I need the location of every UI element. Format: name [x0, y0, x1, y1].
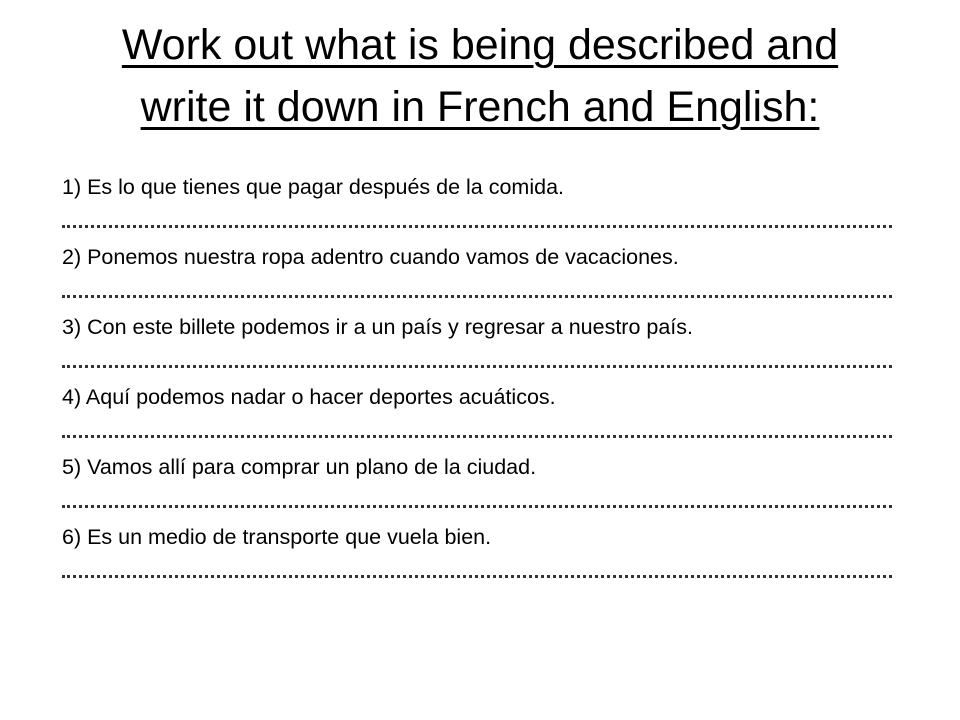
question-text: 6) Es un medio de transporte que vuela bien. — [62, 525, 492, 549]
title-line-2: write it down in French and English: — [140, 83, 820, 131]
question-text: 4) Aquí podemos nadar o hacer deportes acuáticos. — [62, 385, 556, 409]
question-text: 2) Ponemos nuestra ropa adentro cuando vamos de vacaciones. — [62, 245, 679, 269]
question-item-5 — [62, 450, 892, 520]
question-item-4 — [62, 380, 892, 450]
question-text: 3) Con este billete podemos ir a un país y regresar a nuestro país. — [62, 315, 694, 339]
question-item-6 — [62, 520, 892, 590]
answer-dotted-line — [62, 345, 892, 380]
answer-dotted-line — [62, 485, 892, 520]
answer-dotted-line — [62, 205, 892, 240]
answer-dotted-line — [62, 555, 892, 590]
question-item-3 — [62, 310, 892, 380]
question-text: 1) Es lo que tienes que pagar después de la comida. — [62, 175, 564, 199]
answer-dotted-line — [62, 415, 892, 450]
page-title — [40, 14, 920, 138]
question-item-1 — [62, 170, 892, 240]
answer-dotted-line — [62, 275, 892, 310]
question-text: 5) Vamos allí para comprar un plano de la ciudad. — [62, 455, 537, 479]
title-line-1: Work out what is being described and — [121, 21, 839, 69]
question-item-2 — [62, 240, 892, 310]
question-list — [62, 170, 892, 590]
